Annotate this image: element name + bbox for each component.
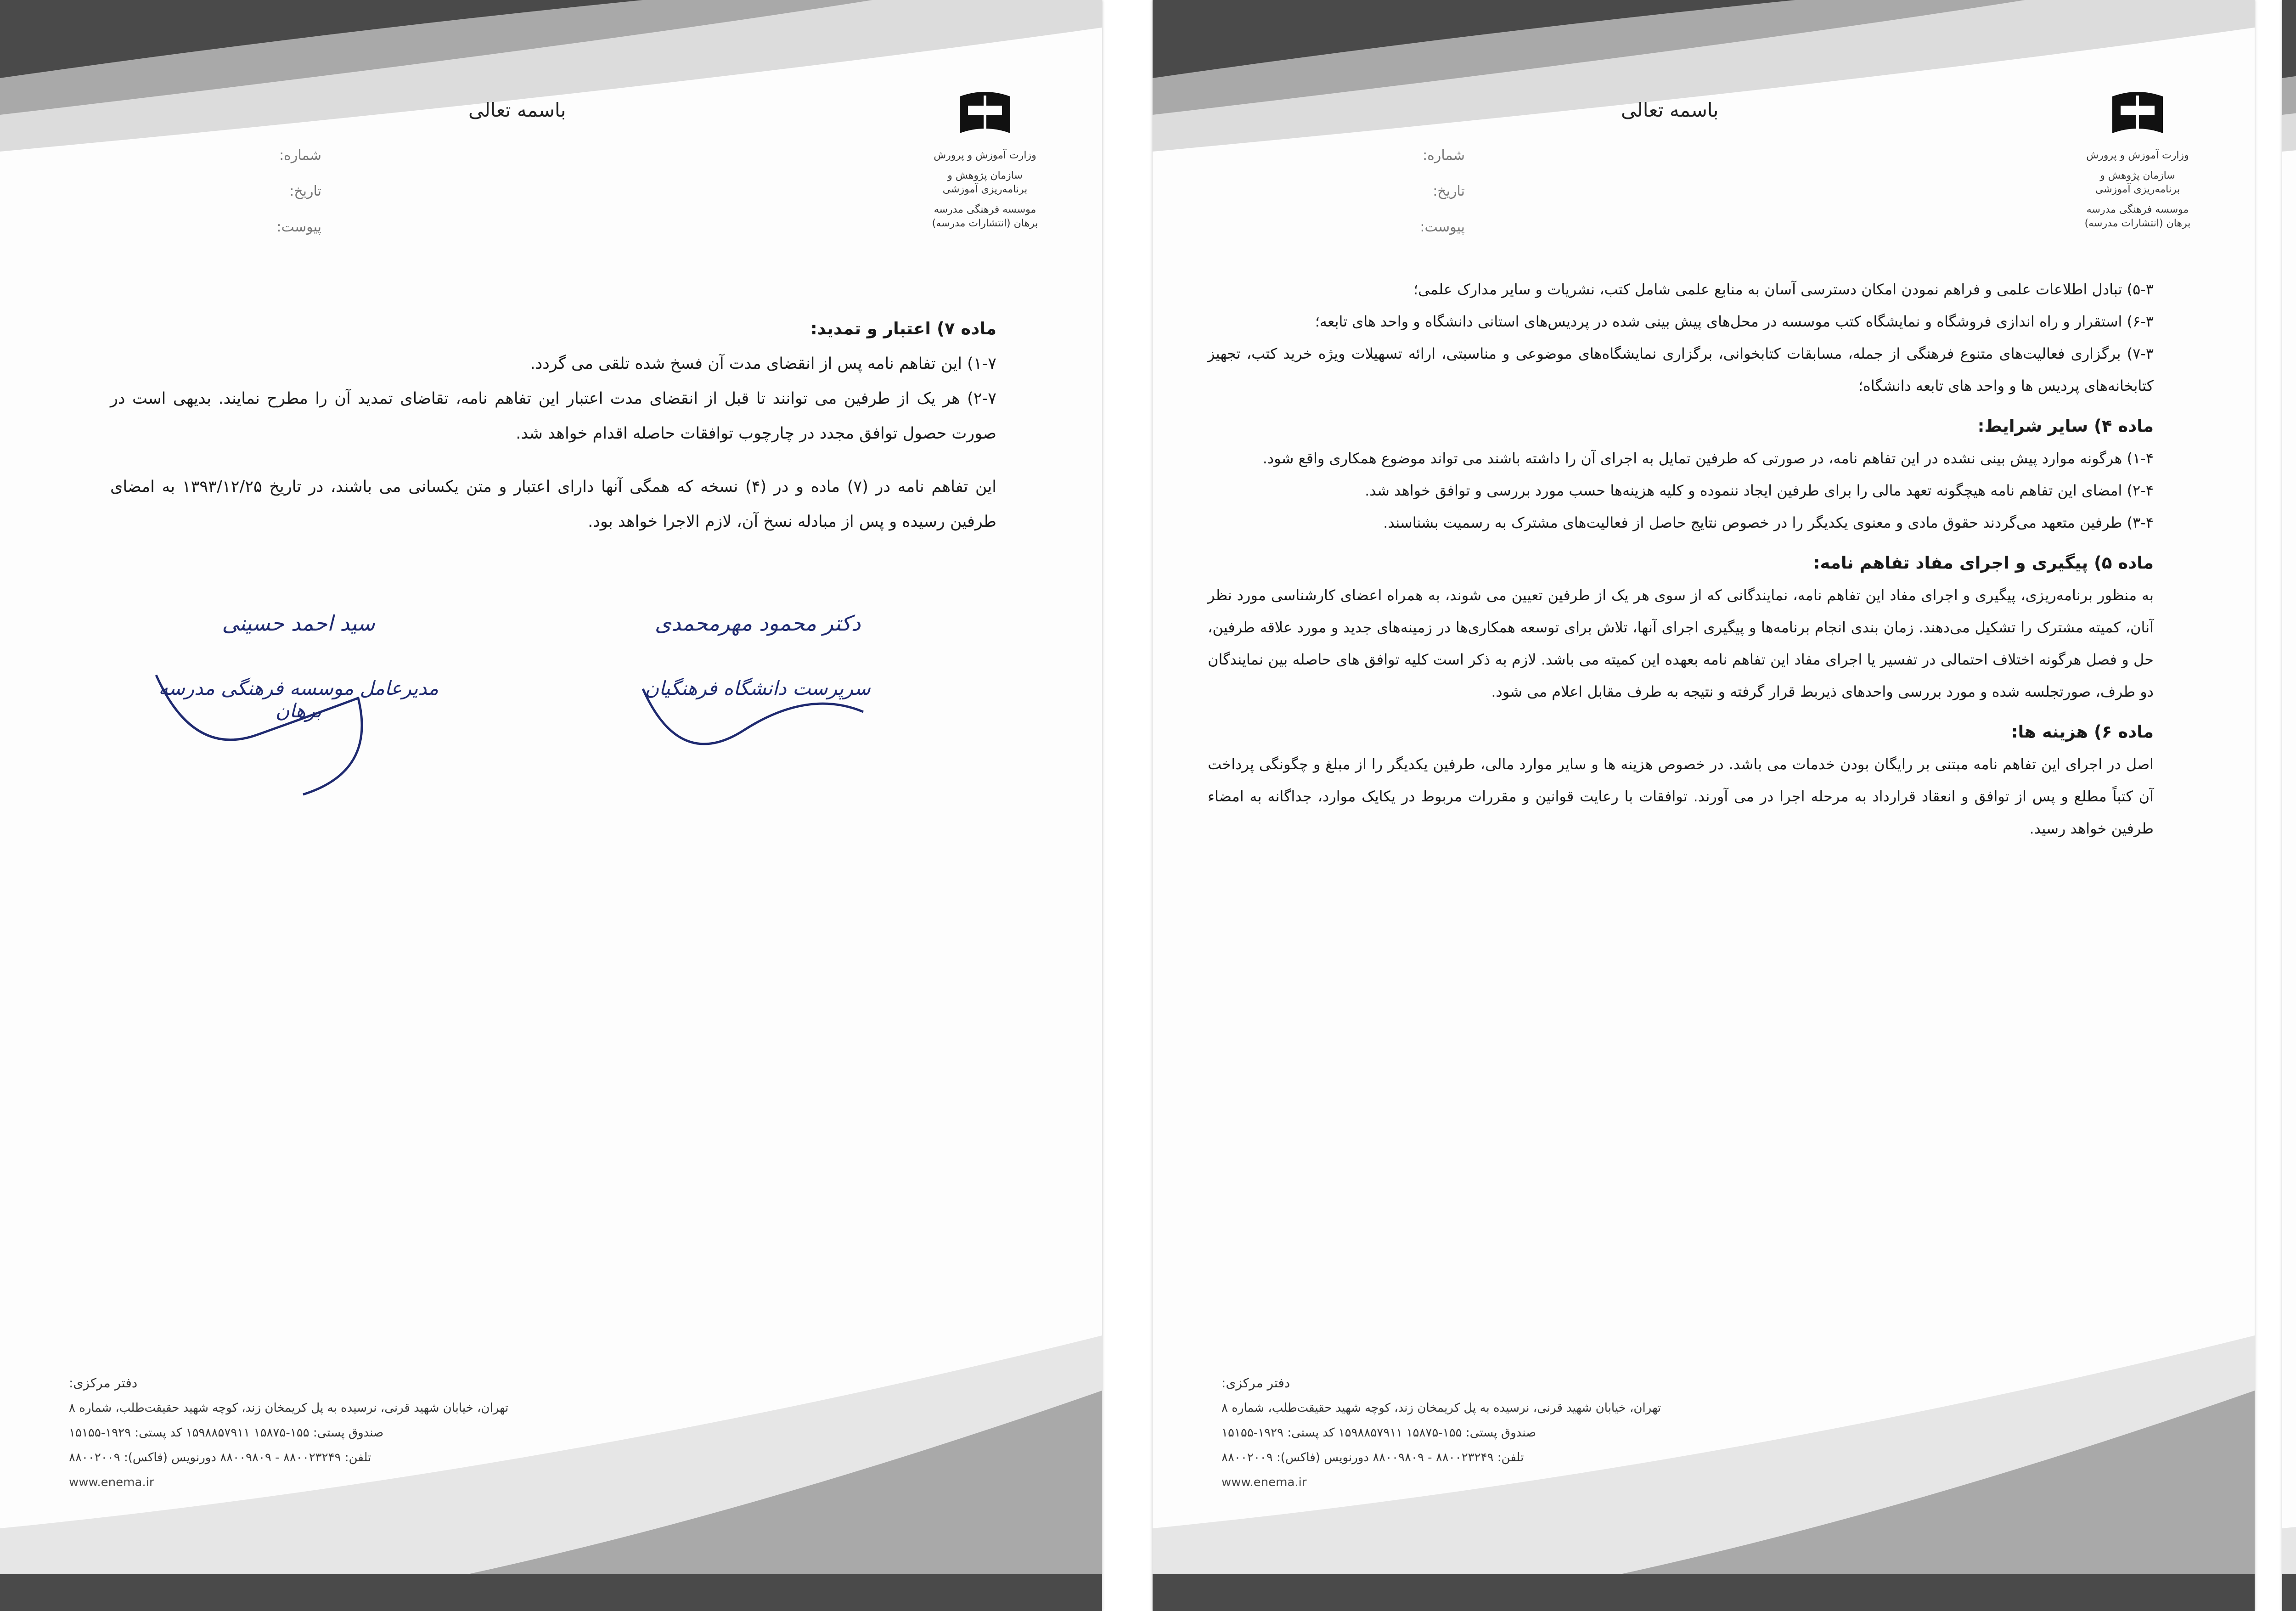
article-4-item-3: ۳-۴) طرفین متعهد می‌گردند حقوق مادی و معنوی یکدیگر را در خصوص نتایج حاصل از فعالیت‌های مشترک به رسمیت بشناسند.	[1383, 514, 2154, 531]
document-page-3	[0, 0, 1102, 1611]
signer-name-director: سید احمد حسینی	[222, 611, 375, 636]
article-3-item-5: ۵-۳) تبادل اطلاعات علمی و فراهم نمودن امکان دسترسی آسان به منابع علمی شامل کتب، نشریات و سایر مدارک علمی؛	[1413, 281, 2154, 298]
article-7-heading: ماده ۷) اعتبار و تمدید:	[810, 319, 996, 338]
article-6-heading: ماده ۶) هزینه ها:	[2011, 722, 2154, 742]
article-4-heading: ماده ۴) سایر شرایط:	[1977, 416, 2154, 436]
basmala: باسمه تعالی	[1621, 99, 1719, 121]
article-7-item-2: ۲-۷) هر یک از طرفین می توانند تا قبل از انقضای مدت اعتبار این تفاهم نامه، تقاضای تمدید آن را مطرح نمایند. بدیهی است در صورت حصول توافق مجدد در چارچوب توافقات حاصله اقدام خواهد شد.	[110, 389, 996, 443]
date-label: تاریخ:	[1433, 183, 1465, 199]
article-3-item-7: ۷-۳) برگزاری فعالیت‌های متنوع فرهنگی از جمله، مسابقات کتابخوانی، برگزاری نمایشگاه‌های موضوعی و مناسبتی، ارائه تسهیلات ویژه خرید کتب، تجهیز کتابخانه‌های پردیس ها و واحد های تابعه دانشگاه؛	[1208, 345, 2154, 394]
signer-title-director: مدیرعامل موسسه فرهنگی مدرسه برهان	[158, 677, 439, 722]
crest-book-icon	[2108, 87, 2167, 142]
footer-url: www.enema.ir	[69, 1476, 154, 1489]
letterhead-logo	[928, 87, 1042, 231]
crest-book-icon	[955, 87, 1015, 142]
footer-line-1: تهران، خیابان شهید قرنی، نرسیده به پل کریمخان زند، کوچه شهید حقیقت‌طلب، شماره ۸	[1221, 1401, 1661, 1415]
article-7-item-1: ۱-۷) این تفاهم نامه پس از انقضای مدت آن فسخ شده تلقی می گردد.	[530, 355, 996, 373]
letter-meta	[184, 138, 321, 245]
footer-line-3: تلفن: ۸۸۰۰۲۳۲۴۹ - ۸۸۰۰۹۸۰۹ دورنویس (فاکس): ۸۸۰۰۲۰۰۹	[1221, 1451, 1524, 1465]
letterhead-logo	[2080, 87, 2195, 231]
document-page-2	[1153, 0, 2255, 1611]
attachment-label: پیوست:	[276, 219, 321, 235]
footer-band	[2282, 1335, 2296, 1611]
article-5-heading: ماده ۵) پیگیری و اجرای مفاد تفاهم نامه:	[1813, 553, 2154, 573]
footer-address	[69, 1371, 758, 1495]
article-5-text: به منظور برنامه‌ریزی، پیگیری و اجرای مفاد این تفاهم نامه، نمایندگانی که از سوی هر یک از طرفین تعیین می شوند، به همراه اعضای کارشناسی مورد نظر آنان، کمیته مشترک را تشکیل می‌دهند. زمان بندی انجام برنامه‌ها و پیگیری اجرای آنها، تلاش برای توسعه همکاری‌ها در زمینه‌های جدید و مورد علاقه طرفین، حل و فصل هرگونه اختلاف احتمالی در تفسیر یا اجرای مفاد این تفاهم نامه بعهده این کمیته می باشد. لازم به ذکر است کلیه توافق های حاصله بین نمایندگان دو طرف، صورتجلسه شده و مورد بررسی واحدهای ذیربط قرار گرفته و نتیجه به طرف مقابل اعلام می شود.	[1208, 586, 2154, 700]
footer-title: دفتر مرکزی:	[69, 1375, 138, 1391]
footer-line-2: صندوق پستی: ۱۵۵-۱۵۸۷۵ ۱۵۹۸۸۵۷۹۱۱ کد پستی: ۱۹۲۹-۱۵۱۵۵	[69, 1426, 384, 1440]
date-label: تاریخ:	[289, 183, 321, 199]
basmala: باسمه تعالی	[468, 99, 566, 121]
article-4-item-2: ۲-۴) امضای این تفاهم نامه هیچگونه تعهد مالی را برای طرفین ایجاد ننموده و کلیه هزینه‌ها حسب مورد بررسی و توافق خواهد شد.	[1365, 482, 2154, 499]
org-line-1: وزارت آموزش و پرورش	[934, 150, 1036, 161]
footer-line-1: تهران، خیابان شهید قرنی، نرسیده به پل کریمخان زند، کوچه شهید حقیقت‌طلب، شماره ۸	[69, 1401, 509, 1415]
org-line-1: وزارت آموزش و پرورش	[2086, 150, 2189, 161]
number-label: شماره:	[279, 147, 321, 163]
document-page-1	[2282, 0, 2296, 1611]
header-band	[2282, 0, 2296, 152]
letter-meta	[1327, 138, 1465, 245]
org-line-2: سازمان پژوهش و برنامه‌ریزی آموزشی	[2095, 170, 2180, 195]
signer-title-rector: سرپرست دانشگاه فرهنگیان	[645, 677, 871, 699]
signatures	[138, 611, 918, 804]
signature-scribbles	[138, 620, 918, 813]
number-label: شماره:	[1423, 147, 1465, 163]
signer-name-rector: دکتر محمود مهرمحمدی	[654, 611, 861, 636]
footer-line-3: تلفن: ۸۸۰۰۲۳۲۴۹ - ۸۸۰۰۹۸۰۹ دورنویس (فاکس): ۸۸۰۰۲۰۰۹	[69, 1451, 371, 1465]
article-4-item-1: ۱-۴) هرگونه موارد پیش بینی نشده در این تفاهم نامه، در صورتی که طرفین تمایل به اجرای آن را داشته باشند می تواند موضوع همکاری واقع شود.	[1262, 450, 2154, 467]
article-6-text: اصل در اجرای این تفاهم نامه مبتنی بر رایگان بودن خدمات می باشد. در خصوص هزینه ها و سایر موارد مالی، طرفین یکدیگر را از مبلغ و چگونگی پرداخت آن کتباً مطلع و پس از توافق و انعقاد قرارداد به مرحله اجرا در می آورند. توافقات با رعایت قوانین و مقررات مربوط در یکایک موارد، جداگانه به امضاء طرفین خواهد رسید.	[1208, 755, 2154, 837]
page2-body	[1208, 273, 2154, 845]
footer-line-2: صندوق پستی: ۱۵۵-۱۵۸۷۵ ۱۵۹۸۸۵۷۹۱۱ کد پستی: ۱۹۲۹-۱۵۱۵۵	[1221, 1426, 1536, 1440]
closing-paragraph: این تفاهم نامه در (۷) ماده و در (۴) نسخه که همگی آنها دارای اعتبار و متن یکسانی می باشند، در تاریخ ۱۳۹۳/۱۲/۲۵ به امضای طرفین رسیده و پس از مبادله نسخ آن، لازم الاجرا خواهد بود.	[110, 478, 996, 531]
footer-address	[1221, 1371, 1910, 1495]
org-line-2: سازمان پژوهش و برنامه‌ریزی آموزشی	[942, 170, 1028, 195]
page3-body	[110, 303, 996, 539]
org-line-3: موسسه فرهنگی مدرسه برهان (انتشارات مدرسه)	[2084, 204, 2191, 229]
attachment-label: پیوست:	[1420, 219, 1465, 235]
footer-url: www.enema.ir	[1221, 1476, 1307, 1489]
footer-title: دفتر مرکزی:	[1221, 1375, 1290, 1391]
org-line-3: موسسه فرهنگی مدرسه برهان (انتشارات مدرسه)	[932, 204, 1038, 229]
article-3-item-6: ۶-۳) استقرار و راه اندازی فروشگاه و نمایشگاه کتب موسسه در محل‌های پیش بینی شده در پردیس‌های استانی دانشگاه و واحد های تابعه؛	[1315, 313, 2154, 330]
